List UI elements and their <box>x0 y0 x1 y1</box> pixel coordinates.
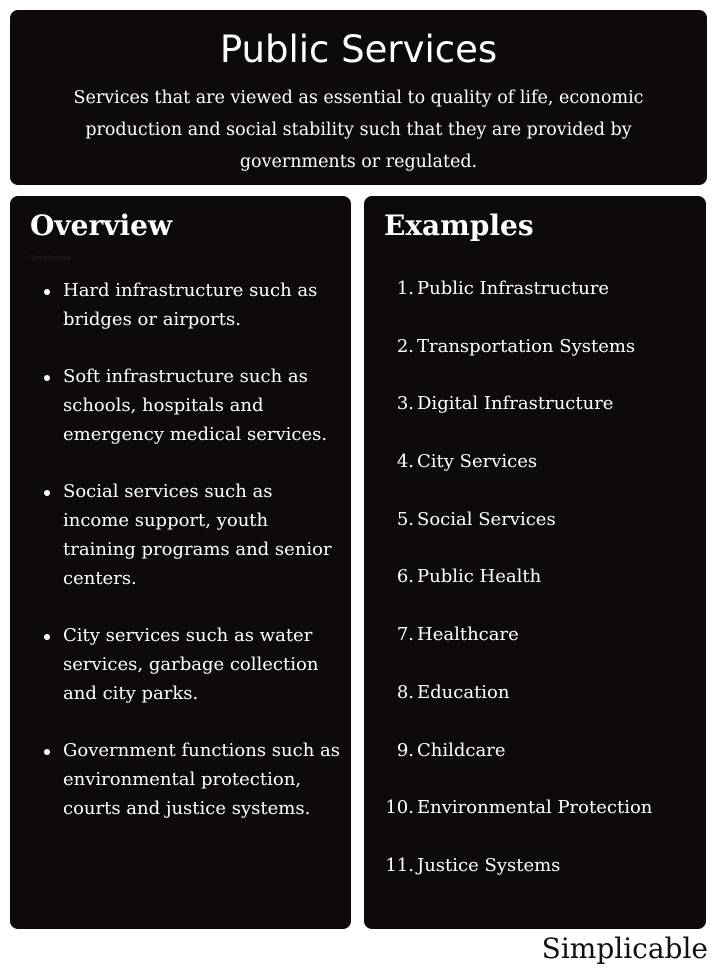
item-number: 10. <box>385 797 414 819</box>
list-item <box>44 621 344 708</box>
item-number: 5. <box>396 508 414 530</box>
header-panel <box>10 10 707 185</box>
item-number: 3. <box>396 393 414 415</box>
item-label: Education <box>417 681 510 703</box>
bullet-icon <box>44 749 50 755</box>
brand-logo: Simplicable <box>541 932 708 965</box>
list-item <box>364 794 706 852</box>
page-title: Public Services <box>219 28 498 71</box>
overview-list <box>44 276 344 851</box>
list-item-text: Hard infrastructure such as bridges or airports. <box>63 280 318 330</box>
list-item <box>364 679 706 737</box>
item-number: 2. <box>396 335 414 357</box>
overview-panel <box>10 196 351 929</box>
bullet-icon <box>44 375 50 381</box>
list-item-text: Government functions such as environmental protection, courts and justice systems. <box>63 740 341 819</box>
item-label: Social Services <box>417 508 556 530</box>
item-label: Transportation Systems <box>417 335 636 357</box>
list-item <box>364 390 706 448</box>
item-number: 1. <box>396 278 414 299</box>
item-label: City Services <box>417 451 538 473</box>
watermark: Simplicable <box>30 254 72 262</box>
item-label: Digital Infrastructure <box>417 393 614 415</box>
list-item <box>364 506 706 564</box>
item-label: Healthcare <box>417 624 519 646</box>
list-item <box>44 362 344 449</box>
item-label: Public Health <box>417 566 542 588</box>
item-label: Public Infrastructure <box>417 278 610 299</box>
list-item-text: Soft infrastructure such as schools, hospitals and emergency medical services. <box>63 366 328 445</box>
list-item-text: Social services such as income support, youth training programs and senior centers. <box>63 481 332 589</box>
item-number: 4. <box>396 451 414 473</box>
item-label: Childcare <box>417 739 506 761</box>
list-item <box>364 275 706 333</box>
list-item <box>44 477 344 593</box>
item-number: 8. <box>396 681 414 703</box>
examples-heading: Examples <box>384 209 534 242</box>
bullet-icon <box>44 634 50 640</box>
item-number: 11. <box>385 854 414 876</box>
examples-list <box>364 275 706 910</box>
item-number: 9. <box>396 739 414 761</box>
examples-panel <box>364 196 706 929</box>
list-item <box>364 563 706 621</box>
list-item <box>364 448 706 506</box>
item-number: 7. <box>396 624 414 646</box>
item-number: 6. <box>396 566 414 588</box>
list-item <box>364 621 706 679</box>
list-item <box>44 276 344 334</box>
item-label: Environmental Protection <box>417 797 653 819</box>
list-item <box>364 333 706 391</box>
list-item-text: City services such as water services, garbage collection and city parks. <box>63 625 319 704</box>
page-subtitle: Services that are viewed as essential to quality of life, economic production and social stability such that they are provided by governments or regulated. <box>73 88 644 172</box>
list-item <box>364 852 706 910</box>
bullet-icon <box>44 289 50 295</box>
list-item <box>44 736 344 823</box>
list-item <box>364 737 706 795</box>
overview-heading: Overview <box>30 209 173 242</box>
bullet-icon <box>44 490 50 496</box>
item-label: Justice Systems <box>417 854 561 876</box>
